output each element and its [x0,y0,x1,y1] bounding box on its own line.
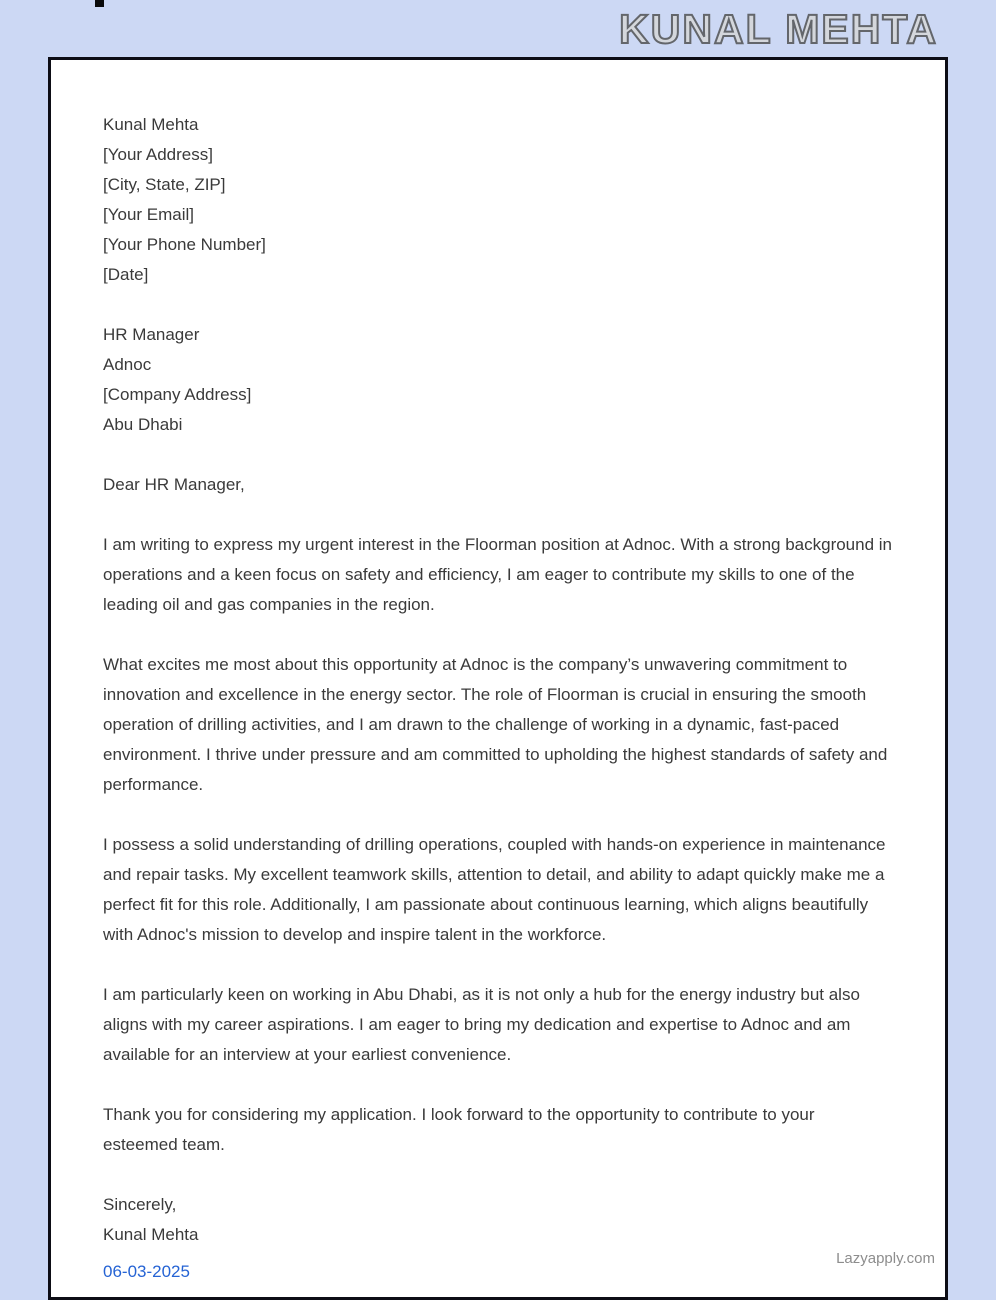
recipient-city: Abu Dhabi [103,415,183,434]
sender-city: [City, State, ZIP] [103,175,226,194]
letter-page [48,57,948,1300]
recipient-title: HR Manager [103,325,200,344]
date-link[interactable]: 06-03-2025 [103,1262,190,1281]
paragraph-3: I possess a solid understanding of drilling operations, coupled with hands-on experience in maintenance and repair tasks. My excellent teamwork skills, attention to detail, and ability to adapt quickly make me a perfect fit for this role. Additionally, I am passionate about continuous learning, which aligns beautifully with Adnoc's mission to develop and inspire talent in the workforce. [103,835,886,944]
sender-address: [Your Address] [103,145,213,164]
sender-phone: [Your Phone Number] [103,235,266,254]
letter-body [51,60,945,1287]
paragraph-5: Thank you for considering my application. I look forward to the opportunity to contribute to your esteemed team. [103,1105,815,1154]
sender-name: Kunal Mehta [103,115,199,134]
recipient-block [103,320,893,440]
watermark: Lazyapply.com [836,1250,935,1267]
salutation: Dear HR Manager, [103,475,245,494]
recipient-company: Adnoc [103,355,152,374]
signature: Kunal Mehta [103,1225,199,1244]
sender-date: [Date] [103,265,149,284]
recipient-address: [Company Address] [103,385,252,404]
closing: Sincerely, [103,1195,177,1214]
header-name: KUNAL MEHTA [619,6,938,52]
paragraph-1: I am writing to express my urgent interest in the Floorman position at Adnoc. With a strong background in operations and a keen focus on safety and efficiency, I am eager to contribute my skills to one of the leading oil and gas companies in the region. [103,535,892,614]
paragraph-4: I am particularly keen on working in Abu Dhabi, as it is not only a hub for the energy industry but also aligns with my career aspirations. I am eager to bring my dedication and expertise to Adnoc and am available for an interview at your earliest convenience. [103,985,860,1064]
sender-email: [Your Email] [103,205,195,224]
closing-block [103,1190,893,1250]
corner-mark [95,0,104,7]
sender-block [103,110,893,290]
paragraph-2: What excites me most about this opportunity at Adnoc is the company’s unwavering commitment to innovation and excellence in the energy sector. The role of Floorman is crucial in ensuring the smooth operation of drilling activities, and I am drawn to the challenge of working in a dynamic, fast-paced environment. I thrive under pressure and am committed to upholding the highest standards of safety and performance. [103,655,888,794]
